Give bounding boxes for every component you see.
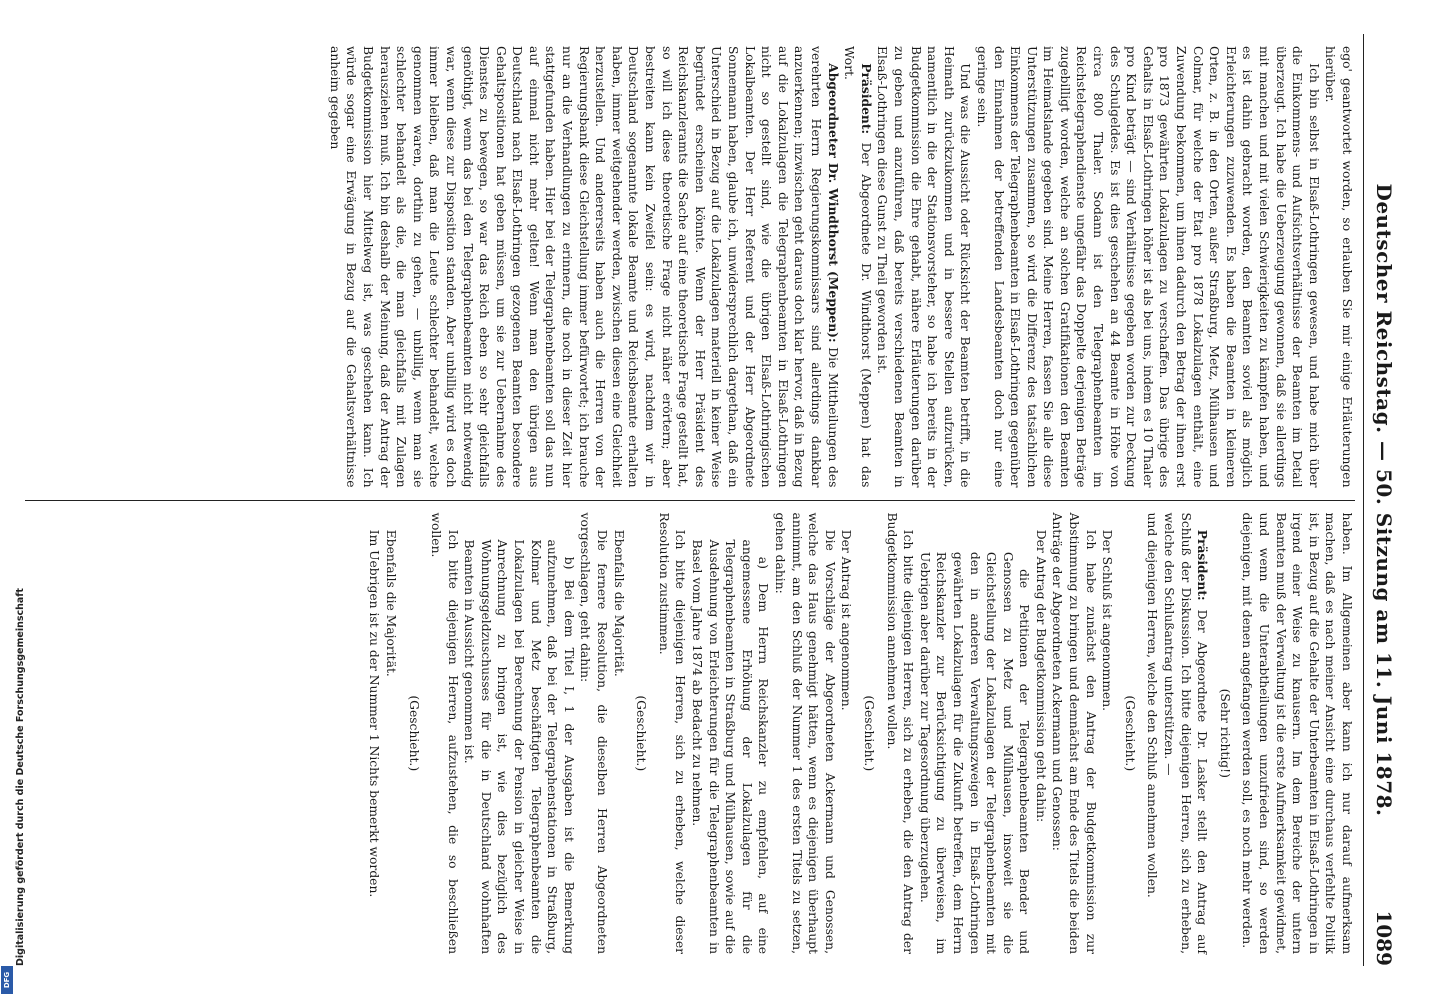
speaker-label: Präsident: [1195, 529, 1211, 601]
paragraph: Der Antrag ist angenommen. [839, 529, 854, 711]
page-header [1363, 34, 1396, 966]
reaction: (Geschieht.) [861, 695, 876, 772]
speaker-label: Abgeordneter Dr. Windthorst (Meppen): [825, 63, 841, 343]
paragraph: Ebenfalls die Majorität. [383, 529, 398, 677]
paragraph: Der Antrag der Budgetkommission geht dahin: [1033, 529, 1048, 823]
resolution-item: a) Dem Herrn Reichskanzler zu empfehlen, auf eine angemessene Erhöhung der Lokalzulagen für die Telegraphenbeamten in Straßburg und Mülhausen, sowie auf die Ausdehnung von Erleichterungen für die Telegraphenbeamten in Basel vom Jahre 1874 ab Bedacht zu nehmen. [690, 539, 771, 954]
page-number: 1089 [1372, 910, 1396, 966]
paragraph: Die Vorschläge der Abgeordneten Ackermann und Genossen, welche das Haus genehmigt hätten, wenn es diejenigen überhaupt annimmt, am den Schluß der Nummer 1 des ersten Titels zu setzen, gehen dahin: [773, 512, 837, 954]
reaction: (Geschieht.) [634, 695, 649, 772]
paragraph: ego' geantwortet worden, so erlauben Sie mir einige Erläuterungen hierüber. [1323, 46, 1354, 488]
paragraph: Ich bitte diejenigen Herren, sich zu erheben, welche dieser Resolution zustimmen. [656, 512, 688, 954]
reaction: (Geschieht.) [406, 695, 421, 772]
paragraph: Ich bin selbst in Elsaß-Lothringen gewesen, und habe mich über die Einkommens- und Aufsichtsverhältnisse der Beamten im Detail überzeugt. Ich habe die Ueberzeugung gewonnen, daß sie allerdings mit manchen und mit vielen Schwierigkeiten zu kämpfen haben, und es ist dahin gebracht worden, den Beamten soviel als möglich Erleichterungen zuzuwenden. Es haben die Beamten in kleineren Orten, z. B. in den Orten, außer Straßburg, Metz, Mülhausen und Colmar, für welche der Etat pro 1878 Lokalzulagen enthält, eine Zuwendung bekommen, um ihnen dadurch den Betrag der ihnen erst pro 1873 gewährten Lokalzulagen zu verschaffen. Das übrige des Gehalts in Elsaß-Lothringen höher ist als bei uns, indem es 10 Thaler pro Kind beträgt — sind Verhältnisse gegeben worden zur Deckung des Schulgeldes. Es ist dies geschehen an 44 Beamte in Höhe von circa 800 Thaler. Sodann ist den Telegraphenbeamten im Reichstelegraphendienste ungefähr das Doppelte derjenigen Beträge zugebilligt worden, welche an solchen Gratifikationen den Beamten im Heimatslande gegeben sind. Meine Herren, fassen Sie alle diese Unterstützungen zusammen, so wird die Differenz des tatsächlichen Einkommens der Telegraphenbeamten in Elsaß-Lothringen gegenüber den Einnahmen der betreffenden Landesbeamten doch nur eine geringe sein. [974, 46, 1321, 488]
motion-text: die Petitionen der Telegraphenbeamten Bender und Genossen zu Metz und Mülhausen, insoweit sie die Gleichstellung der Lokalzulagen der Telegraphenbeamten mit den in anderen Verwaltungszweigen in Elsaß-Lothringen gewährten Lokalzulagen für die Zukunft betreffen, dem Herrn Reichskanzler zur Berücksichtigung zu überweisen, im Uebrigen aber darüber zur Tagesordnung überzugehen. [917, 551, 1032, 954]
paragraph: Im Uebrigen ist zu der Nummer 1 Nichts bemerkt worden. [367, 529, 382, 898]
left-column [25, 34, 1355, 500]
paragraph: Ich bitte diejenigen Herren, aufzustehen, die so beschließen wollen. [429, 512, 460, 954]
paragraph: Ich bitte diejenigen Herren, sich zu erheben, die den Antrag der Budgetkommission annehmen wollen. [884, 512, 916, 954]
right-column [25, 500, 1355, 967]
resolution-item: b) Bei dem Titel I, 1 der Ausgaben ist die Bemerkung aufzunehmen, daß bei der Telegraphenstationen in Straßburg, Kolmar und Metz beschäftigten Telegraphenbeamten die Lokalzulagen bei Berechnung der Pension in gleicher Weise in Anrechnung zu bringen ist, wie dies bezüglich des Wohnungsgeldzuschusses für die in Deutschland wohnhaften Beamten in Aussicht genommen ist. [462, 539, 576, 954]
reaction: (Geschieht.) [1122, 695, 1137, 772]
speaker-label: Präsident: [858, 63, 874, 135]
paragraph: Ebenfalls die Majorität. [611, 529, 626, 677]
dfg-logo-icon: DFG [1, 966, 13, 994]
paragraph: Und was die Aussicht oder Rücksicht der Beamten betrifft, in die Heimath zurückzukommen und in bessere Stellen aufzurücken, namentlich in die der Stationsvorsteher, so habe ich bereits in der Budgetkommission die Ehre gehabt, nähere Erläuterungen darüber zu geben und anzuführen, daß bereits verschiedenen Beamten in Elsaß-Lothringen diese Gunst zu Theil geworden ist. [875, 46, 973, 488]
speech-paragraph: Abgeordneter Dr. Windthorst (Meppen): Die Mittheilungen des verehrten Herrn Regierungskommissars sind allerdings dankbar anzuerkennen; inzwischen geht daraus doch klar hervor, daß in Bezug auf die Lokalzulagen die Telegraphenbeamten in Elsaß-Lothringen nicht so gestellt sind, wie die übrigen Elsaß-Lothringischen Lokalbeamten. Der Herr Referent und der Herr Abgeordnete Sonnemann haben, glaube ich, unwidersprechlich dargethan, daß ein Unterschied in Bezug auf die Lokalzulagen materiell in keiner Weise begründet erscheinen könnte. Wenn der Herr Präsident des Reichskanzleramts die Sache auf eine theoretische Frage gestellt hat, so will ich diese theoretische Frage nicht näher erörtern; aber bestreiten kann kein Zweifel sein: es wird, nachdem wir in Deutschland sogenannte lokale Beamte und Reichsbeamte erhalten haben, immer weitgehender werden, zwischen diesen eine Gleichheit herzustellen. Und andererseits haben auch die Herren von der Regierungsbank diese Gleichstellung immer befürwortet; ich brauche nur an die Verhandlungen zu erinnern, die noch in dieser Zeit hier stattgefunden haben. Hier bei der Telegraphenbeamten soll das nun auf einmal nicht mehr gelten! Wenn man den übrigen aus Deutschland nach Elsaß-Lothringen gezogenen Beamten besondere Gehaltspositionen hat geben müssen, um sie zur Uebernahme des Dienstes zu bewegen, so war das Reich eben so sehr gleichfalls genöthigt, wenn das bei den Telegraphenbeamten nicht notwendig war, wenn diese zur Disposition standen. Aber unbillig wird es doch immer bleiben, daß man die Leute schlechter behandelt, welche genommen waren, dorthin zu gehen, — unbillig, wenn man sie schlechter behandelt als die, die man gleichfalls mit Zulagen herausziehen muß. Ich bin deshalb der Meinung, daß der Antrag der Budgetkommission hier Mittelweg ist, was geschehen kann. Ich würde sogar eine Erwägung in Bezug auf die Gehaltsverhältnisse anheim gegeben [327, 46, 841, 488]
paragraph: Die fernere Resolution, die dieselben Herren Abgeordneten vorgeschlagen, geht dahin: [578, 512, 610, 954]
page-title: Deutscher Reichstag. — 50. Sitzung am 11. Juni 1878. [1372, 183, 1396, 817]
text-columns [25, 34, 1355, 966]
speech-paragraph: Präsident: Der Abgeordnete Dr. Windthorst (Meppen) hat das Wort. [842, 46, 874, 488]
reaction: (Sehr richtig!) [1217, 688, 1232, 778]
paragraph: und diejenigen Herren, welche den Schluß annehmen wollen. [1145, 512, 1160, 898]
digitization-credit: Digitalisierung gefördert durch die Deutsche Forschungsgemeinschaft [15, 588, 26, 966]
paragraph: Der Schluß ist angenommen. [1100, 529, 1115, 712]
paragraph: haben. Im Allgemeinen aber kann ich nur darauf aufmerksam machen, daß es nach meiner Ansicht eine durchaus verfehlte Politik ist, in Bezug auf die Gehalte der Unterbeamten in Elsaß-Lothringen in irgend einer Weise zu knausern. Im dem Bereiche der untern Beamten muß der Verwaltung ist die erste Aufmerksamkeit gewidmet, und wenn die Unterabtheilungen unzufrieden sind, so werden diejenigen, mit denen angefangen werden soll, es noch mehr werden. [1240, 512, 1354, 954]
paragraph: Ich habe zunächst den Antrag der Budgetkommission zur Abstimmung zu bringen und demnächst am Ende des Titels die beiden Anträge der Abgeordneten Ackermann und Genossen: [1050, 512, 1098, 954]
speech-paragraph: Präsident: Der Abgeordnete Dr. Lasker stellt den Antrag auf Schluß der Diskussion. Ich bitte diejenigen Herren, sich zu erheben, welche den Schlußantrag unterstützen. — [1162, 512, 1211, 954]
